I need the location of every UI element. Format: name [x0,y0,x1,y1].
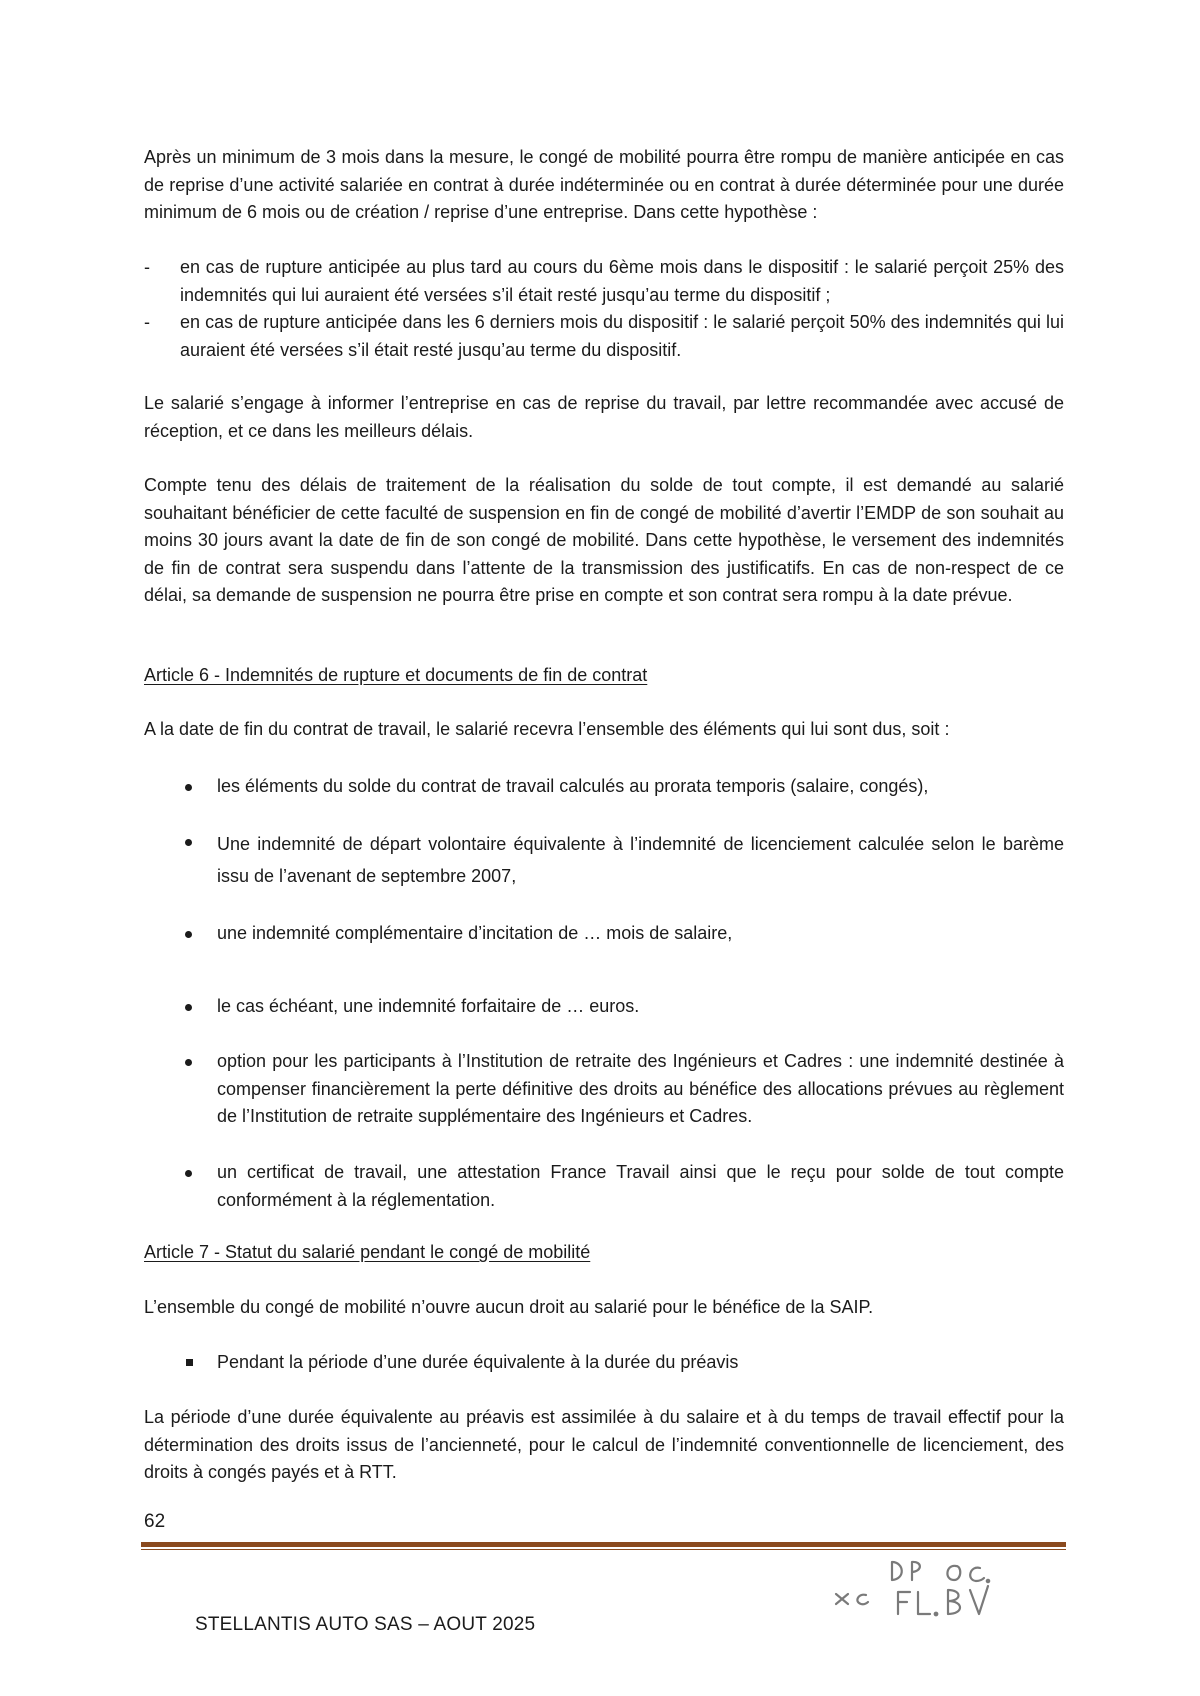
bullet-item [144,1159,1064,1214]
article-6-intro: A la date de fin du contrat de travail, le salarié recevra l’ensemble des éléments qui lui sont dus, soit : [144,719,950,739]
paragraph-inform-company: Le salarié s’engage à informer l’entreprise en cas de reprise du travail, par lettre recommandée avec accusé de réception, et ce dans les meilleurs délais. [144,393,1064,441]
bullet-item [144,1349,1064,1377]
dash-marker: - [144,312,150,332]
article-7-paragraph: La période d’une durée équivalente au préavis est assimilée à du salaire et à du temps de travail effectif pour la détermination des droits issus de l’ancienneté, pour le calcul de l’indemnité conventionnelle de licenciement, des droits à congés payés et à RTT. [144,1407,1064,1482]
bullet-dot-icon [185,784,192,791]
bullet-item [144,773,1064,801]
dash-list-item [144,309,1064,364]
bullet-dot-icon [185,839,192,846]
paragraph-processing-delays: Compte tenu des délais de traitement de la réalisation du solde de tout compte, il est demandé au salarié souhaitant bénéficier de cette faculté de suspension en fin de congé de mobilité d’avertir l’EMDP de son souhait au moins 30 jours avant la date de fin de son congé de mobilité. Dans cette hypothèse, le versement des indemnités de fin de contrat sera suspendu dans l’attente de la transmission des justificatifs. En cas de non-respect de ce délai, sa demande de suspension ne pourra être prise en compte et son contrat sera rompu à la date prévue. [144,475,1064,605]
bullet-item [144,920,1064,948]
bullet-item-text: Une indemnité de départ volontaire équivalente à l’indemnité de licenciement calculée selon le barème issu de l’avenant de septembre 2007, [217,834,1064,886]
article-6-heading: Article 6 - Indemnités de rupture et documents de fin de contrat [144,665,648,685]
bullet-dot-icon [185,1170,192,1177]
bullet-item-text: le cas échéant, une indemnité forfaitaire de … euros. [217,996,640,1016]
footer-rule-thick [141,1542,1066,1547]
bullet-item-text: les éléments du solde du contrat de travail calculés au prorata temporis (salaire, congés), [217,776,929,796]
bullet-dot-icon [185,1004,192,1011]
bullet-item [144,828,1064,892]
dash-list-item [144,254,1064,309]
paragraph-early-termination: Après un minimum de 3 mois dans la mesure, le congé de mobilité pourra être rompu de manière anticipée en cas de reprise d’une activité salariée en contrat à durée indéterminée ou en contrat à durée déterminée pour une durée minimum de 6 mois ou de création / reprise d’une entreprise. Dans cette hypothèse : [144,147,1064,222]
bullet-item [144,1048,1064,1131]
footer-rule-thin [141,1549,1066,1550]
article-7-heading: Article 7 - Statut du salarié pendant le congé de mobilité [144,1242,591,1262]
dash-marker: - [144,257,150,277]
dash-list-item-text: en cas de rupture anticipée dans les 6 derniers mois du dispositif : le salarié perçoit 50% des indemnités qui lui auraient été versées s’il était resté jusqu’au terme du dispositif. [180,312,1064,360]
bullet-dot-icon [185,931,192,938]
footer-company-date: STELLANTIS AUTO SAS – AOUT 2025 [195,1614,536,1635]
page-number: 62 [144,1511,166,1532]
bullet-item-text: une indemnité complémentaire d’incitation de … mois de salaire, [217,923,733,943]
article-7-intro: L’ensemble du congé de mobilité n’ouvre aucun droit au salarié pour le bénéfice de la SAIP. [144,1297,874,1317]
bullet-item-text: un certificat de travail, une attestation France Travail ainsi que le reçu pour solde de tout compte conformément à la réglementation. [217,1162,1064,1210]
bullet-dot-icon [185,1059,192,1066]
bullet-item [144,993,1064,1021]
handwritten-initials [828,1552,1008,1622]
bullet-square-icon [186,1359,193,1366]
bullet-item-text: option pour les participants à l’Institution de retraite des Ingénieurs et Cadres : une indemnité destinée à compenser financièrement la perte définitive des droits au bénéfice des allocations prévues au règlement de l’Institution de retraite supplémentaire des Ingénieurs et Cadres. [217,1051,1064,1126]
dash-list-item-text: en cas de rupture anticipée au plus tard au cours du 6ème mois dans le dispositif : le salarié perçoit 25% des indemnités qui lui auraient été versées s’il était resté jusqu’au terme du dispositif ; [180,257,1064,305]
bullet-item-text: Pendant la période d’une durée équivalente à la durée du préavis [217,1352,739,1372]
